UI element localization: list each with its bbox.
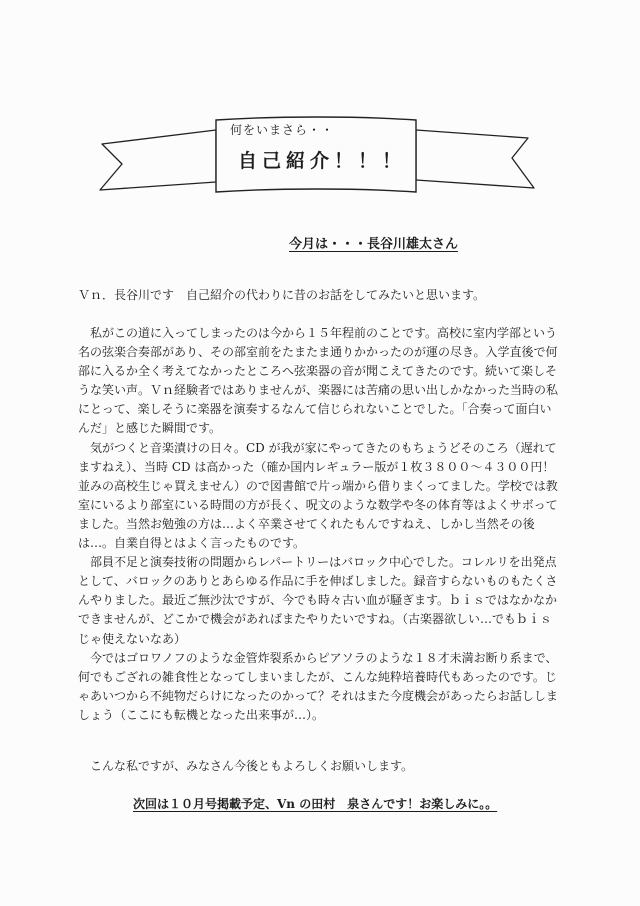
closing-line: こんな私ですが、みなさん今後ともよろしくお願いします。 — [78, 759, 414, 773]
next-issue-notice: 次回は１０月号掲載予定、Vn の田村 泉さんです！お楽しみに。。 — [133, 797, 498, 811]
paragraph-4: 今ではゴロワノフのような金管炸裂系からピアソラのような１８才未満お断り系まで、何でもござれの雑食性となってしまいましたが、こんな純粋培養時代もあったのです。じゃあいつから不純物だらけになったのかって？それはまた今度機会があったらお話ししましょう（ここにも転機となった出来事が…）。 — [78, 650, 558, 722]
paragraph-2: 気がつくと音楽漬けの日々。CD が我が家にやってきたのもちょうどそのころ（遅れてますねえ）、当時 CD は高かった（確か国内レギュラー版が１枚３８００～４３００円！並みの高校生じゃ買えません）ので図書館で片っ端から借りまくってました。学校では教室にいるより部室にいる時間の方が長く、呪文のような数学や冬の体育等はよくサボってました。当然お勉強の方は…よく卒業させてくれたもんですねえ、しかし当然その後は…。自業自得とはよく言ったものです。 — [78, 440, 558, 551]
paragraph-1: 私がこの道に入ってしまったのは今から１５年程前のことです。高校に室内学部という名の弦楽合奏部があり、その部室前をたまたま通りかかったのが運の尽き。入学直後で何部に入るか全く考えてなかったところへ弦楽器の音が聞こえてきたのです。続いて楽しそうな笑い声。Ｖｎ経験者ではありませんが、楽器には苦痛の思い出しかなかった当時の私にとって、楽しそうに楽器を演奏するなんて信じられないことでした。「合奏って面白いんだ」と感じた瞬間です。 — [78, 326, 559, 436]
paragraph-3: 部員不足と演奏技術の問題からレパートリーはバロック中心でした。コレルリを出発点として、バロックのありとあらゆる作品に手を伸ばしました。録音すらないものもたくさんやりました。最近ご無沙汰ですが、今でも時々古い血が騒ぎます。ｂｉｓではなかなかできませんが、どこかで機会があればまたやりたいですね。（古楽器欲しい…でもｂｉｓじゃ使えないなあ） — [78, 555, 558, 646]
ribbon-right-tail — [416, 130, 534, 188]
banner-subtitle: 何をいまさら・・ — [230, 123, 335, 137]
article-body — [78, 324, 558, 725]
banner-title: 自己紹介！！！ — [238, 150, 407, 172]
ribbon-left-tail — [100, 130, 216, 190]
intro-line: Ｖｎ．長谷川です 自己紹介の代わりに昔のお話をしてみたいと思います。 — [78, 288, 486, 302]
feature-heading: 今月は・・・長谷川雄太さん — [289, 237, 459, 252]
